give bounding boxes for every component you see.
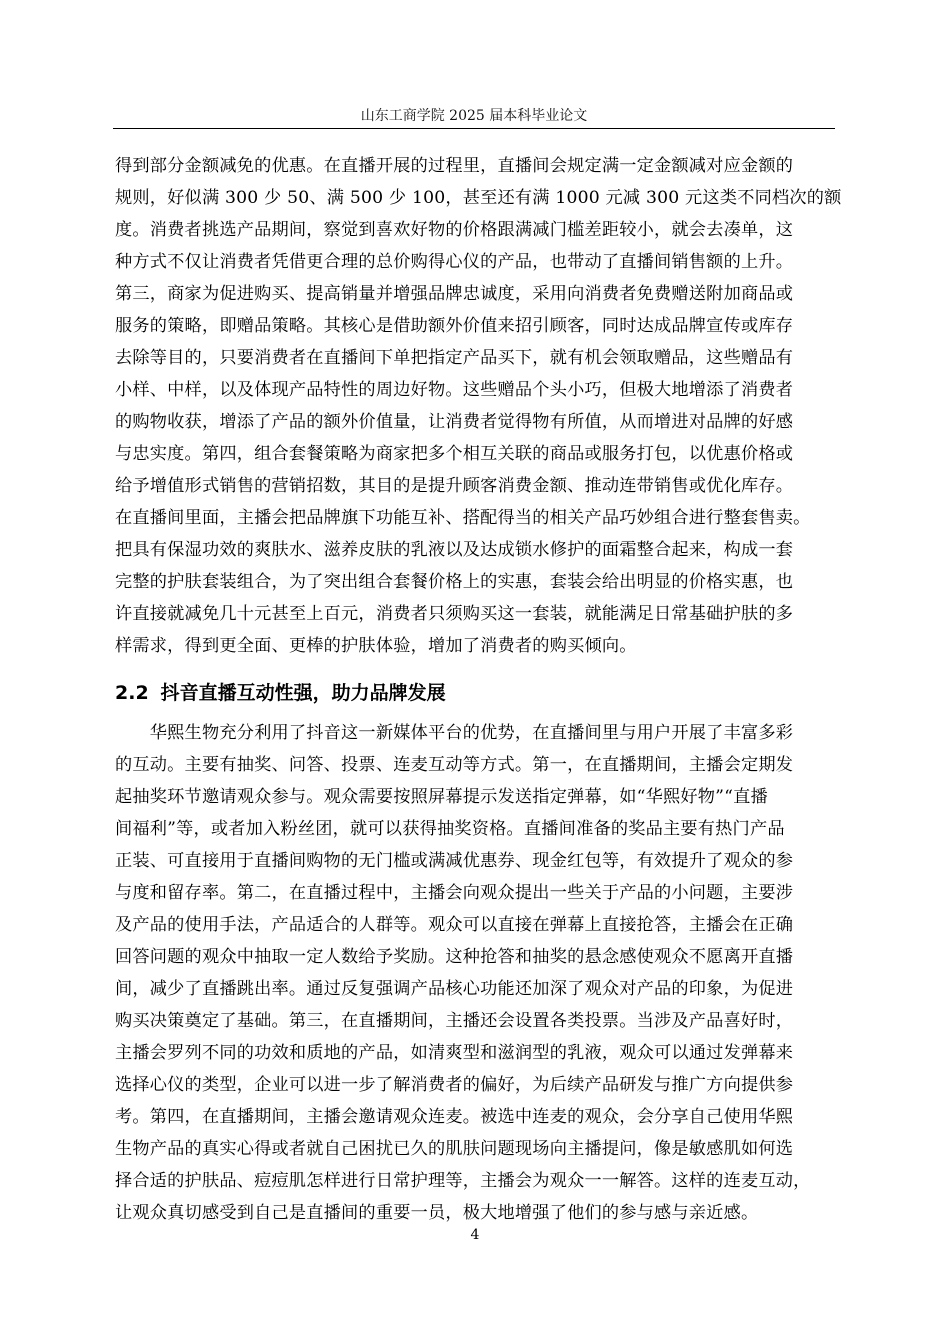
text-line: 得到部分金额减免的优惠。在直播开展的过程里，直播间会规定满一定金额减对应金额的 xyxy=(115,156,794,176)
text-line: 小样、中样，以及体现产品特性的周边好物。这些赠品个头小巧，但极大地增添了消费者 xyxy=(115,380,794,400)
section-number: 2.2 xyxy=(115,682,149,704)
text-line: 完整的护肤套装组合，为了突出组合套餐价格上的实惠，套装会给出明显的价格实惠，也 xyxy=(115,572,794,592)
text-line: 种方式不仅让消费者凭借更合理的总价购得心仪的产品，也带动了直播间销售额的上升。 xyxy=(115,252,794,272)
text-line: 起抽奖环节邀请观众参与。观众需要按照屏幕提示发送指定弹幕，如“华熙好物”“直播 xyxy=(115,787,768,807)
text-line: 主播会罗列不同的功效和质地的产品，如清爽型和滋润型的乳液，观众可以通过发弹幕来 xyxy=(115,1043,794,1063)
text-line: 择合适的护肤品、痘痘肌怎样进行日常护理等，主播会为观众一一解答。这样的连麦互动， xyxy=(115,1171,811,1191)
text-line: 回答问题的观众中抽取一定人数给予奖励。这种抢答和抽奖的悬念感使观众不愿离开直播 xyxy=(115,947,794,967)
running-header: 山东工商学院 2025 届本科毕业论文 xyxy=(360,108,588,124)
text-line: 给予增值形式销售的营销招数，其目的是提升顾客消费金额、推动连带销售或优化库存。 xyxy=(115,476,794,496)
text-line: 考。第四，在直播期间，主播会邀请观众连麦。被选中连麦的观众，会分享自己使用华熙 xyxy=(115,1107,794,1127)
section-title: 抖音直播互动性强，助力品牌发展 xyxy=(160,682,446,704)
text-line: 的互动。主要有抽奖、问答、投票、连麦互动等方式。第一，在直播期间，主播会定期发 xyxy=(115,755,794,775)
text-line: 去除等目的，只要消费者在直播间下单把指定产品买下，就有机会领取赠品，这些赠品有 xyxy=(115,348,794,368)
text-line: 与度和留存率。第二，在直播过程中，主播会向观众提出一些关于产品的小问题，主要涉 xyxy=(115,883,794,903)
page-number: 4 xyxy=(470,1227,480,1243)
header-divider xyxy=(113,128,835,129)
text-line: 样需求，得到更全面、更棒的护肤体验，增加了消费者的购买倾向。 xyxy=(115,636,637,656)
text-line: 许直接就减免几十元甚至上百元，消费者只须购买这一套装，就能满足日常基础护肤的多 xyxy=(115,604,794,624)
text-line: 第三，商家为促进购买、提高销量并增强品牌忠诚度，采用向消费者免费赠送附加商品或 xyxy=(115,284,794,304)
section-heading xyxy=(115,675,446,711)
text-line: 规则，好似满 300 少 50、满 500 少 100，甚至还有满 1000 元减 300 元这类不同档次的额 xyxy=(115,188,842,208)
text-line: 与忠实度。第四，组合套餐策略为商家把多个相互关联的商品或服务打包，以优惠价格或 xyxy=(115,444,794,464)
text-line: 购买决策奠定了基础。第三，在直播期间，主播还会设置各类投票。当涉及产品喜好时， xyxy=(115,1011,794,1031)
text-line: 华熙生物充分利用了抖音这一新媒体平台的优势，在直播间里与用户开展了丰富多彩 xyxy=(115,723,794,743)
text-line: 的购物收获，增添了产品的额外价值量，让消费者觉得物有所值，从而增进对品牌的好感 xyxy=(115,412,794,432)
text-line: 让观众真切感受到自己是直播间的重要一员，极大地增强了他们的参与感与亲近感。 xyxy=(115,1203,759,1223)
text-line: 间，减少了直播跳出率。通过反复强调产品核心功能还加深了观众对产品的印象，为促进 xyxy=(115,979,794,999)
text-line: 正装、可直接用于直播间购物的无门槛或满减优惠券、现金红包等，有效提升了观众的参 xyxy=(115,851,794,871)
text-line: 在直播间里面，主播会把品牌旗下功能互补、搭配得当的相关产品巧妙组合进行整套售卖。 xyxy=(115,508,811,528)
text-line: 选择心仪的类型，企业可以进一步了解消费者的偏好，为后续产品研发与推广方向提供参 xyxy=(115,1075,794,1095)
text-line: 度。消费者挑选产品期间，察觉到喜欢好物的价格跟满减门槛差距较小，就会去凑单，这 xyxy=(115,220,794,240)
text-line: 及产品的使用手法，产品适合的人群等。观众可以直接在弹幕上直接抢答，主播会在正确 xyxy=(115,915,794,935)
text-line: 生物产品的真实心得或者就自己困扰已久的肌肤问题现场向主播提问，像是敏感肌如何选 xyxy=(115,1139,794,1159)
text-line: 把具有保湿功效的爽肤水、滋养皮肤的乳液以及达成锁水修护的面霜整合起来，构成一套 xyxy=(115,540,794,560)
text-line: 服务的策略，即赠品策略。其核心是借助额外价值来招引顾客，同时达成品牌宣传或库存 xyxy=(115,316,794,336)
text-line: 间福利”等，或者加入粉丝团，就可以获得抽奖资格。直播间准备的奖品主要有热门产品 xyxy=(115,819,785,839)
